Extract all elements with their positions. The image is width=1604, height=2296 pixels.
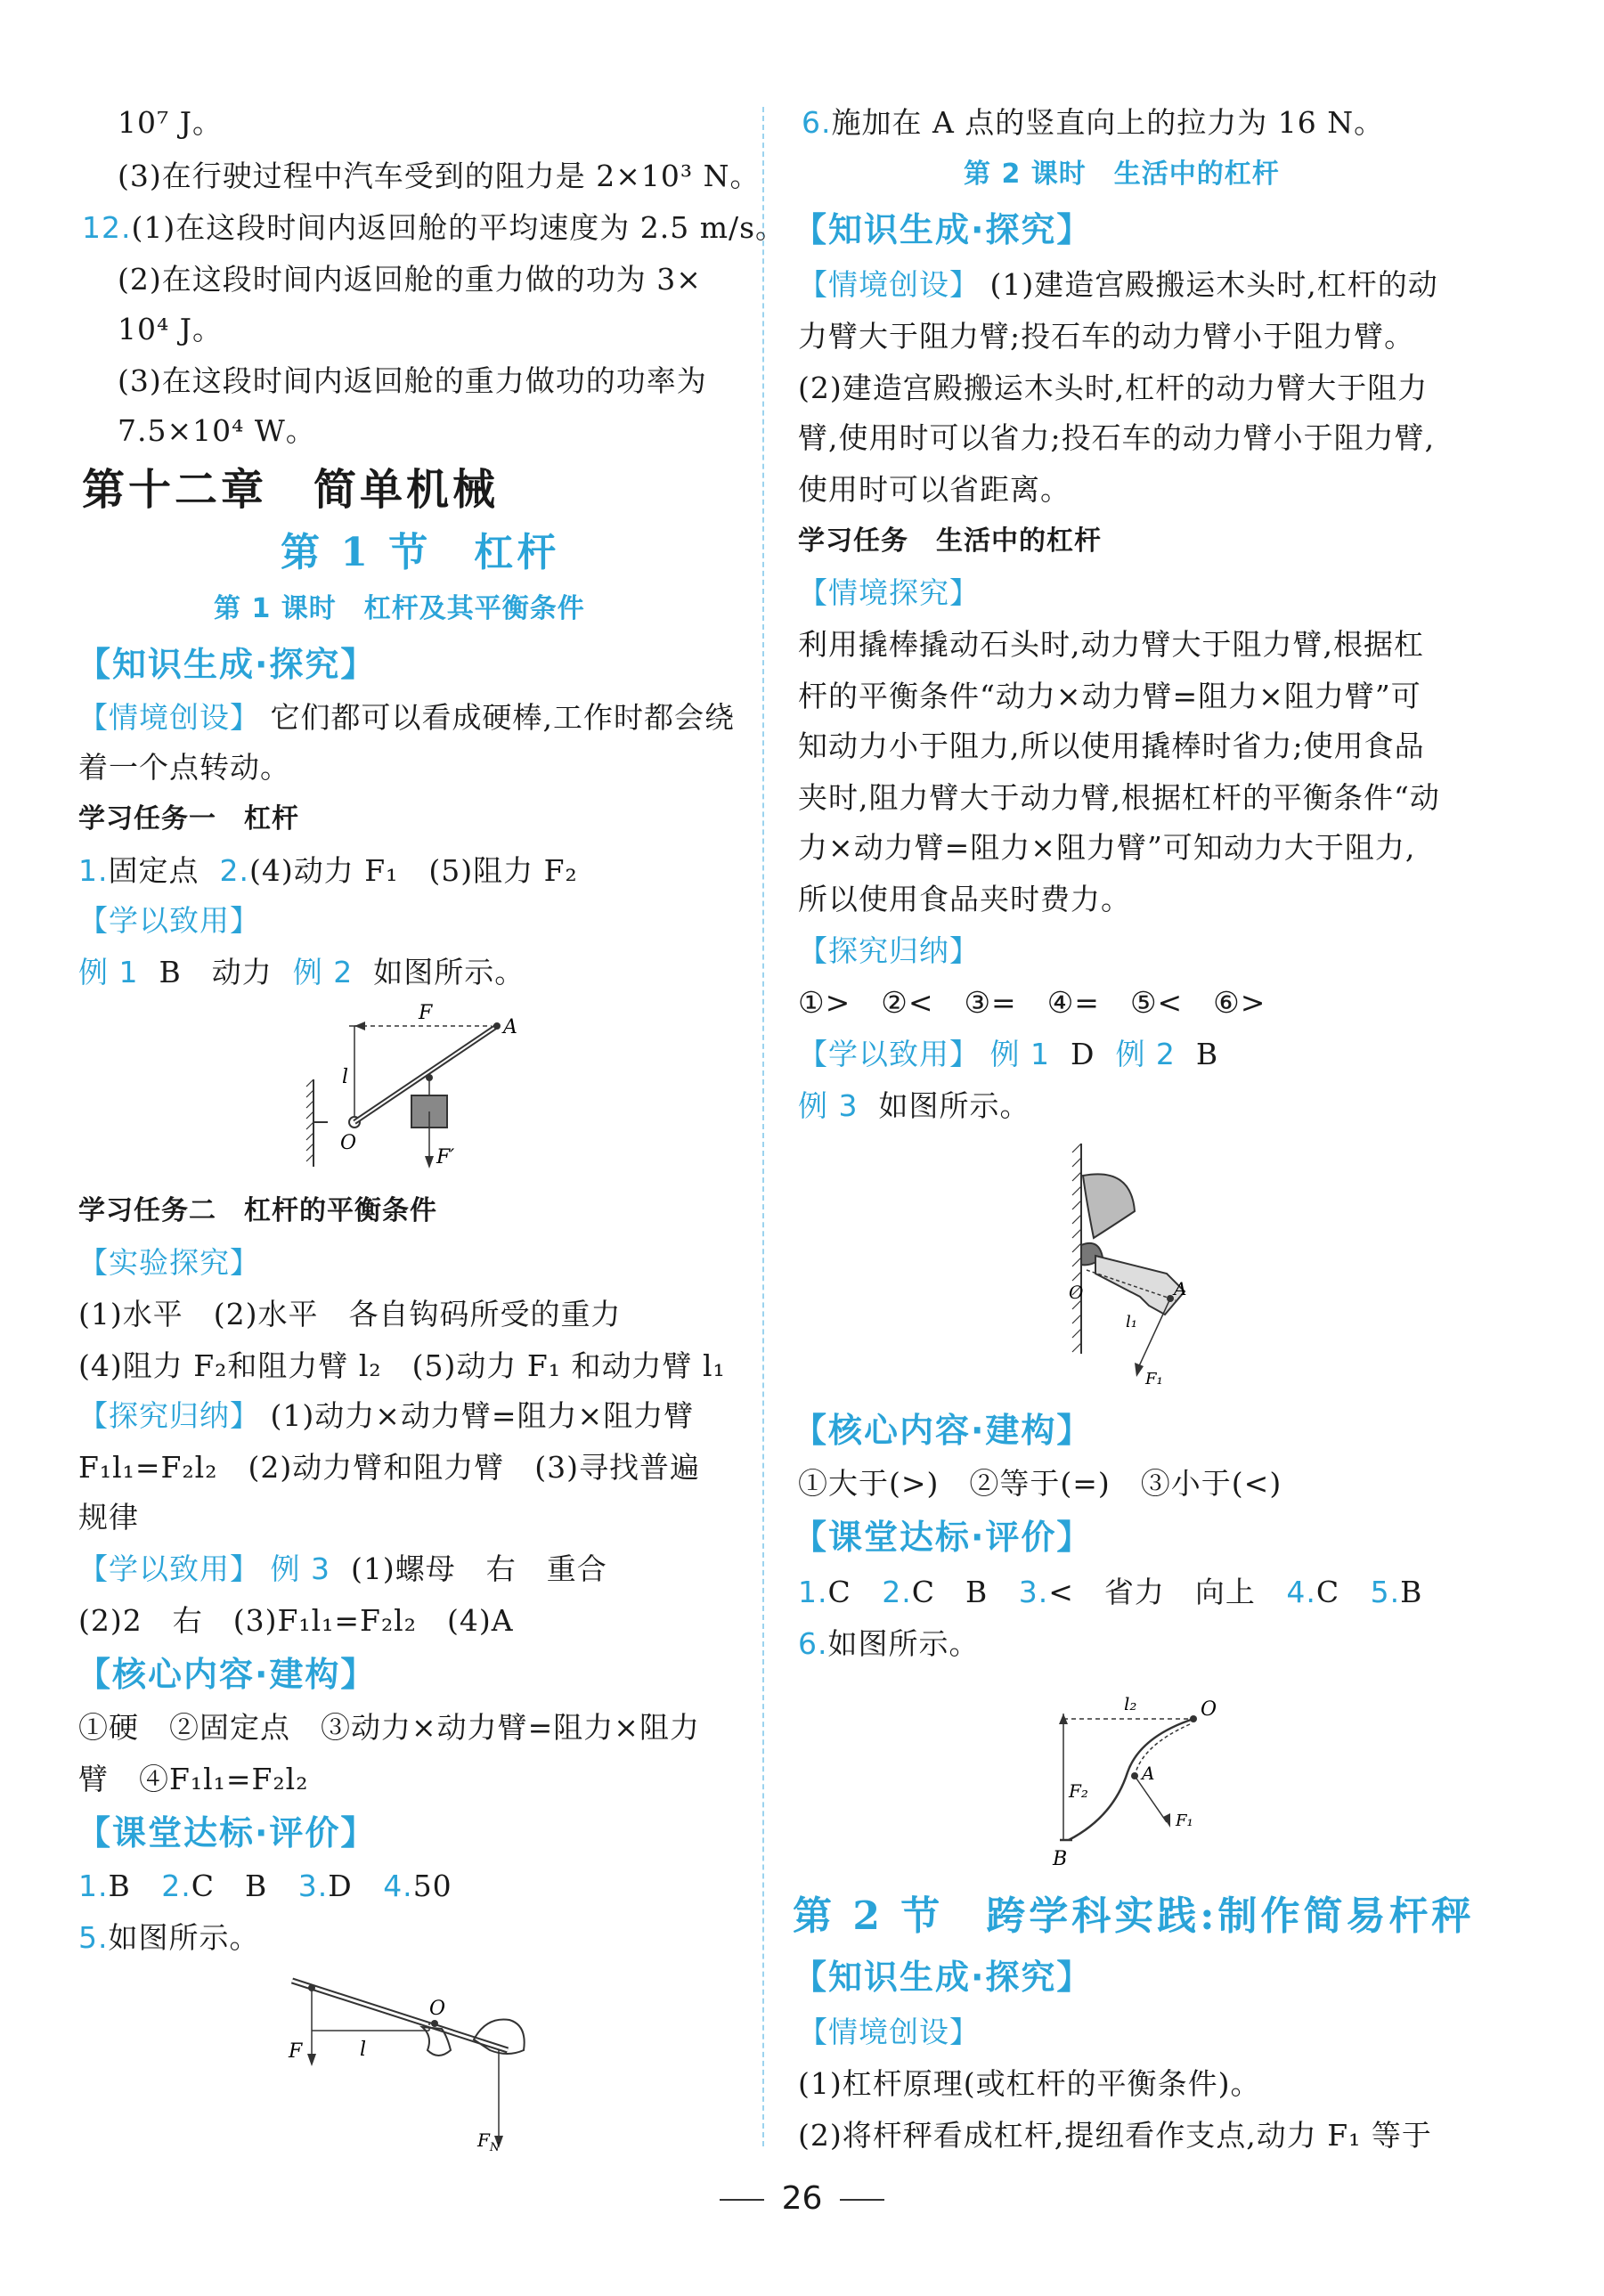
text-line: 利用撬棒撬动石头时,动力臂大于阻力臂,根据杠 (798, 627, 1424, 662)
text-line (78, 1398, 694, 1434)
answer-text: 如图所示。 (827, 1626, 980, 1661)
text-line: (4)阻力 F₂和阻力臂 l₂ (5)动力 F₁ 和动力臂 l₁ (78, 1348, 726, 1383)
label-F2: F₂ (1069, 1780, 1088, 1802)
example-label: 例 3 (798, 1088, 859, 1123)
answer-text: 施加在 A 点的竖直向上的拉力为 16 N。 (831, 105, 1385, 140)
text-line: (2)建造宫殿搬运木头时,杠杆的动力臂大于阻力 (798, 370, 1429, 405)
tag-label: 【探究归纳】 (798, 933, 980, 968)
item-number: 5. (1370, 1575, 1401, 1609)
label-A: A (1142, 1763, 1155, 1784)
answer-text: 固定点 (108, 853, 199, 888)
answer-text: C B (191, 1869, 268, 1903)
answer-text: D (1070, 1037, 1095, 1071)
text-line: 杆的平衡条件“动力×动力臂=阻力×阻力臂”可 (798, 679, 1421, 713)
tongs-figure (1060, 1140, 1229, 1389)
label-O: O (340, 1132, 357, 1154)
label-O: O (429, 1998, 446, 2020)
text-line: 7.5×10⁴ W。 (118, 413, 316, 448)
item-number: 4. (383, 1869, 413, 1903)
text-line: 所以使用食品夹时费力。 (798, 882, 1131, 916)
tag-label: 【情境探究】 (798, 575, 980, 610)
item-number: 4. (1286, 1575, 1316, 1609)
item-number: 1. (78, 1869, 109, 1903)
text-line: ①大于(>) ②等于(=) ③小于(<) (798, 1466, 1282, 1501)
answer-text: B (108, 1869, 131, 1903)
text-line: ①硬 ②固定点 ③动力×动力臂=阻力×阻力 (78, 1710, 700, 1745)
text-line: F₁l₁=F₂l₂ (2)动力臂和阻力臂 (3)寻找普遍 (78, 1450, 700, 1485)
label-F: F (289, 2040, 303, 2063)
answer-text: B (1400, 1575, 1423, 1609)
task-heading: 学习任务二 杠杆的平衡条件 (78, 1195, 437, 1226)
item-number: 5. (78, 1920, 109, 1955)
lever-figure-3 (276, 1968, 561, 2155)
label-FN (476, 2129, 501, 2154)
text-line (78, 1920, 260, 1956)
text-line: 10⁴ J。 (118, 312, 223, 346)
text-line (78, 955, 525, 990)
label-l2: l₂ (1124, 1693, 1137, 1714)
text-line: 臂 ④F₁l₁=F₂l₂ (78, 1762, 309, 1796)
text-line: 力臂大于阻力臂;投石车的动力臂小于阻力臂。 (798, 319, 1415, 354)
section-heading: 【核心内容·建构】 (77, 1655, 377, 1694)
text-line (78, 700, 735, 736)
text-line: 臂,使用时可以省力;投石车的动力臂小于阻力臂, (798, 420, 1436, 455)
text-line: (3)在这段时间内返回舱的重力做功的功率为 (118, 363, 707, 398)
answer-text: B (1195, 1037, 1219, 1071)
text-line (78, 1551, 607, 1587)
example-label: 例 1 (989, 1037, 1050, 1071)
tag-label: 【学以致用】 (78, 903, 260, 938)
text-line (798, 1088, 1030, 1124)
item-number: 2. (219, 853, 249, 888)
text-line: 力×动力臂=阻力×阻力臂”可知动力大于阻力, (798, 830, 1416, 865)
lesson-title: 第 1 课时 杠杆及其平衡条件 (214, 593, 585, 624)
question-12 (82, 210, 786, 246)
answer-text: (1)螺母 右 重合 (350, 1551, 607, 1586)
body-text: (1)动力×动力臂=阻力×阻力臂 (270, 1398, 695, 1433)
column-divider (762, 107, 764, 2146)
label-B: B (1053, 1848, 1068, 1870)
section-heading: 【知识生成·探究】 (793, 210, 1093, 249)
label-F-prime: F′ (436, 1146, 455, 1168)
label-F: F (419, 1002, 433, 1024)
tag-label: 【情境创设】 (798, 2015, 980, 2049)
tag-label: 【情境创设】 (78, 700, 260, 735)
label-l: l (342, 1066, 349, 1088)
text-line: (2)2 右 (3)F₁l₁=F₂l₂ (4)A (78, 1603, 514, 1638)
text-line: 10⁷ J。 (118, 105, 223, 140)
label-F1: F₁ (1176, 1812, 1193, 1830)
item-number: 3. (297, 1869, 329, 1903)
answer-text: D (328, 1869, 353, 1903)
text-line: 规律 (78, 1500, 139, 1535)
example-label: 例 3 (270, 1551, 330, 1586)
text-line (78, 853, 578, 889)
tag-label: 【学以致用】 (798, 1037, 980, 1071)
item-number: 6. (798, 1626, 828, 1661)
label-l: l (360, 2039, 367, 2061)
example-label: 例 1 (78, 955, 139, 989)
answer-text: 如图所示。 (373, 955, 525, 989)
label-FN-main: F (477, 2129, 490, 2151)
answer-text: 50 (412, 1869, 452, 1903)
page-number-text: 26 (781, 2180, 823, 2217)
text-line (78, 1869, 452, 1904)
text-line: (2)将杆秤看成杠杆,提纽看作支点,动力 F₁ 等于 (798, 2118, 1432, 2153)
text-line: (1)杠杆原理(或杠杆的平衡条件)。 (798, 2066, 1261, 2101)
section-heading: 【知识生成·探究】 (77, 645, 377, 684)
label-O: O (1069, 1282, 1084, 1303)
tag-label: 【学以致用】 (78, 1551, 260, 1586)
question-number: 12. (82, 210, 132, 245)
tag-label: 【情境创设】 (798, 267, 980, 302)
lesson-title: 第 2 课时 生活中的杠杆 (964, 159, 1280, 190)
item-number: 2. (882, 1575, 912, 1609)
section-heading: 【知识生成·探究】 (793, 1958, 1093, 1997)
task-heading: 学习任务一 杠杆 (78, 803, 299, 835)
text-line: (3)在行驶过程中汽车受到的阻力是 2×10³ N。 (118, 159, 761, 193)
answer-text: C B (911, 1575, 989, 1609)
text-line: (1)水平 (2)水平 各自钩码所受的重力 (78, 1297, 622, 1331)
chapter-title: 第十二章 简单机械 (82, 465, 500, 515)
tag-label: 【探究归纳】 (78, 1398, 260, 1433)
label-l1: l₁ (1126, 1313, 1137, 1331)
text-line (798, 1575, 1422, 1610)
page-number (0, 2180, 1604, 2217)
tag-label: 【实验探究】 (78, 1245, 260, 1280)
task-heading: 学习任务 生活中的杠杆 (798, 525, 1102, 557)
text-line: 着一个点转动。 (78, 750, 290, 785)
example-label: 例 2 (292, 955, 354, 989)
answer-text: C (827, 1575, 851, 1609)
text-line: (2)在这段时间内返回舱的重力做的功为 3× (118, 262, 702, 297)
text-line (802, 105, 1384, 141)
answer-text: < 省力 向上 (1048, 1575, 1256, 1609)
answer-text: B 动力 (159, 955, 273, 989)
label-A: A (1174, 1278, 1187, 1299)
text-line (798, 1626, 980, 1662)
answer-text: (1)在这段时间内返回舱的平均速度为 2.5 m/s。 (131, 210, 786, 245)
answer-text: 如图所示。 (108, 1920, 260, 1955)
text-line (798, 267, 1438, 303)
body-text: 它们都可以看成硬棒,工作时都会绕 (270, 700, 735, 735)
example-label: 例 2 (1115, 1037, 1176, 1071)
label-A: A (503, 1016, 517, 1038)
text-line: 使用时可以省距离。 (798, 472, 1071, 507)
item-number: 3. (1018, 1575, 1049, 1609)
text-line: 知动力小于阻力,所以使用撬棒时省力;使用食品 (798, 729, 1425, 763)
label-O: O (1201, 1698, 1217, 1721)
body-text: (1)建造宫殿搬运木头时,杠杆的动 (989, 267, 1438, 302)
text-line: 夹时,阻力臂大于动力臂,根据杠杆的平衡条件“动 (798, 780, 1440, 815)
answer-text: (4)动力 F₁ (5)阻力 F₂ (248, 853, 578, 888)
label-FN-sub: N (489, 2141, 501, 2154)
section-title: 第 2 节 跨学科实践:制作简易杆秤 (793, 1893, 1475, 1939)
label-F1: F₁ (1145, 1370, 1163, 1388)
section-heading: 【核心内容·建构】 (793, 1411, 1093, 1450)
section-title: 第 1 节 杠杆 (281, 530, 560, 575)
item-number: 6. (802, 105, 832, 140)
item-number: 1. (78, 853, 109, 888)
item-number: 2. (161, 1869, 191, 1903)
text-line: ①> ②< ③= ④= ⑤< ⑥> (798, 985, 1266, 1020)
answer-text: 如图所示。 (878, 1088, 1030, 1123)
section-heading: 【课堂达标·评价】 (793, 1518, 1093, 1557)
lever-figure-1 (303, 997, 534, 1176)
answer-text: C (1315, 1575, 1340, 1609)
text-line (798, 1037, 1218, 1072)
section-heading: 【课堂达标·评价】 (77, 1813, 377, 1852)
fishing-rod-figure (1042, 1683, 1256, 1879)
item-number: 1. (798, 1575, 828, 1609)
